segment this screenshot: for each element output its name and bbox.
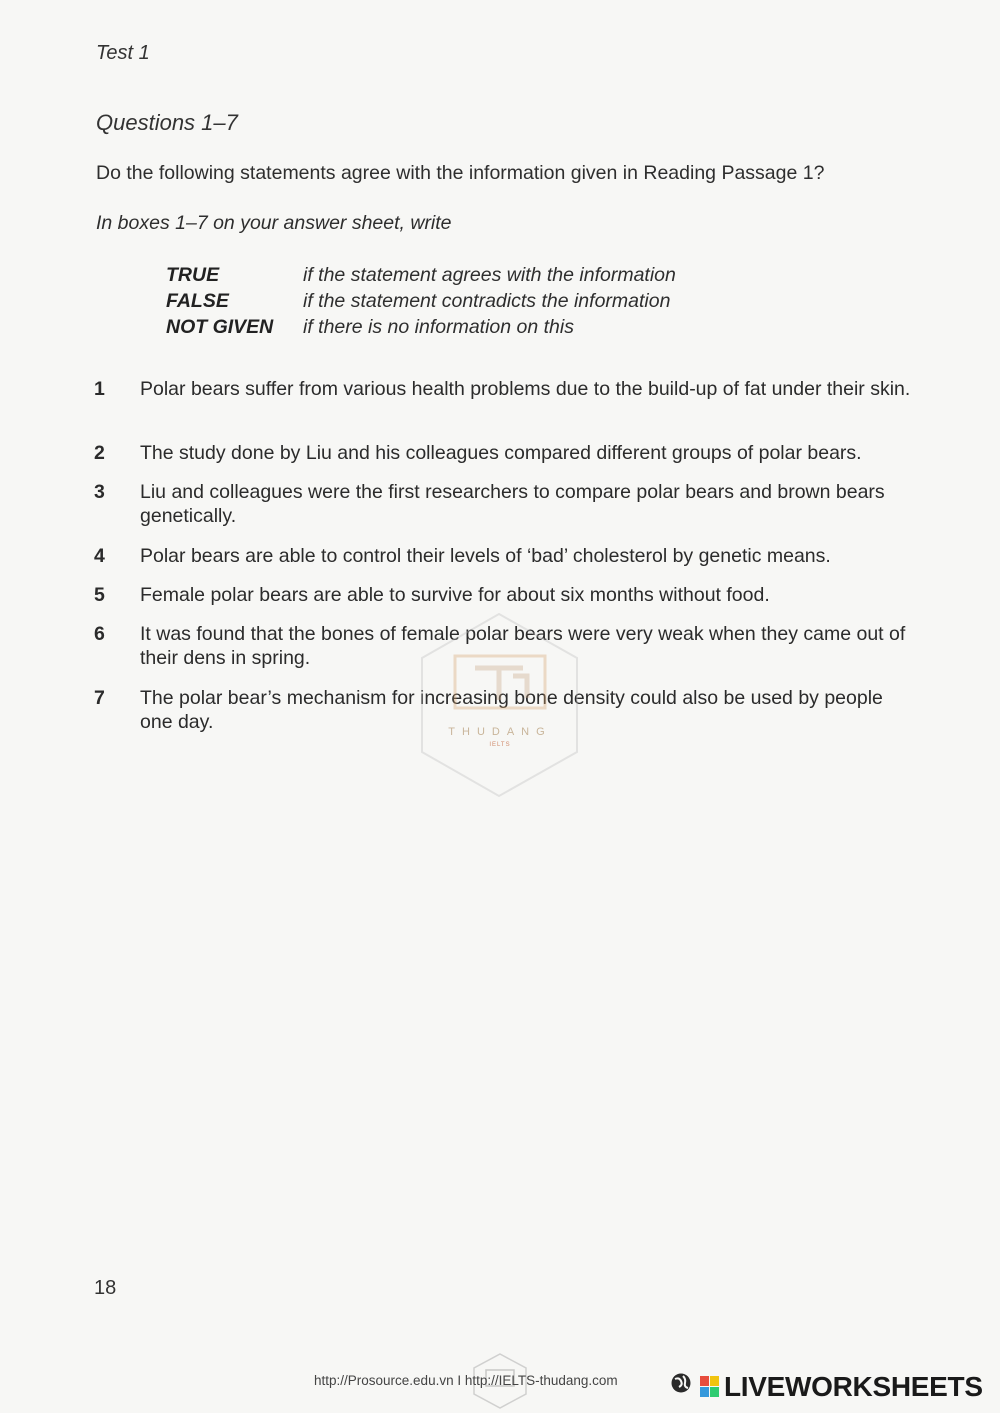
answer-legend: [166, 262, 746, 340]
question-item: [94, 441, 954, 465]
question-item: [94, 377, 954, 401]
test-label: Test 1: [96, 42, 150, 64]
question-number: 4: [94, 545, 105, 567]
legend-row-false: [166, 288, 746, 314]
footer-links[interactable]: http://Prosource.edu.vn I http://IELTS-thudang.com: [314, 1373, 618, 1388]
answer-sheet-instruction: In boxes 1–7 on your answer sheet, write: [96, 212, 452, 234]
questions-heading: Questions 1–7: [96, 110, 238, 135]
legend-key: FALSE: [166, 289, 229, 312]
question-text: It was found that the bones of female polar bears were very weak when they came out of their dens in spring.: [140, 623, 906, 669]
question-text: Polar bears suffer from various health problems due to the build-up of fat under their skin.: [140, 378, 911, 400]
question-text: The study done by Liu and his colleagues compared different groups of polar bears.: [140, 442, 862, 464]
question-text: Liu and colleagues were the first researchers to compare polar bears and brown bears genetically.: [140, 481, 885, 527]
instruction-text: Do the following statements agree with the information given in Reading Passage 1?: [96, 162, 825, 184]
watermark-subtext: IELTS: [489, 742, 511, 748]
watermark-logo-icon: [417, 610, 582, 800]
legend-desc: if the statement agrees with the information: [303, 263, 676, 286]
question-item: [94, 583, 954, 607]
question-number: 7: [94, 687, 105, 709]
question-number: 1: [94, 378, 105, 400]
legend-row-not-given: [166, 314, 746, 340]
page-number: 18: [94, 1277, 117, 1299]
legend-desc: if there is no information on this: [303, 315, 574, 338]
question-text: Polar bears are able to control their levels of ‘bad’ cholesterol by genetic means.: [140, 545, 831, 567]
question-item: [94, 544, 954, 568]
legend-key: TRUE: [166, 263, 220, 286]
question-number: 5: [94, 584, 105, 606]
liveworksheets-brand[interactable]: LIVEWORKSHEETS: [724, 1371, 983, 1402]
legend-row-true: [166, 262, 746, 288]
question-text: Female polar bears are able to survive for about six months without food.: [140, 584, 770, 606]
question-text: The polar bear’s mechanism for increasing bone density could also be used by people one day.: [140, 687, 883, 733]
legend-desc: if the statement contradicts the information: [303, 289, 671, 312]
watermark-text: THUDANG: [448, 726, 552, 738]
legend-key: NOT GIVEN: [166, 315, 274, 338]
liveworksheets-logo-icon: [700, 1376, 720, 1398]
question-item: [94, 480, 954, 528]
question-number: 2: [94, 442, 105, 464]
globe-icon: [670, 1372, 692, 1394]
question-number: 3: [94, 481, 105, 503]
question-number: 6: [94, 623, 105, 645]
